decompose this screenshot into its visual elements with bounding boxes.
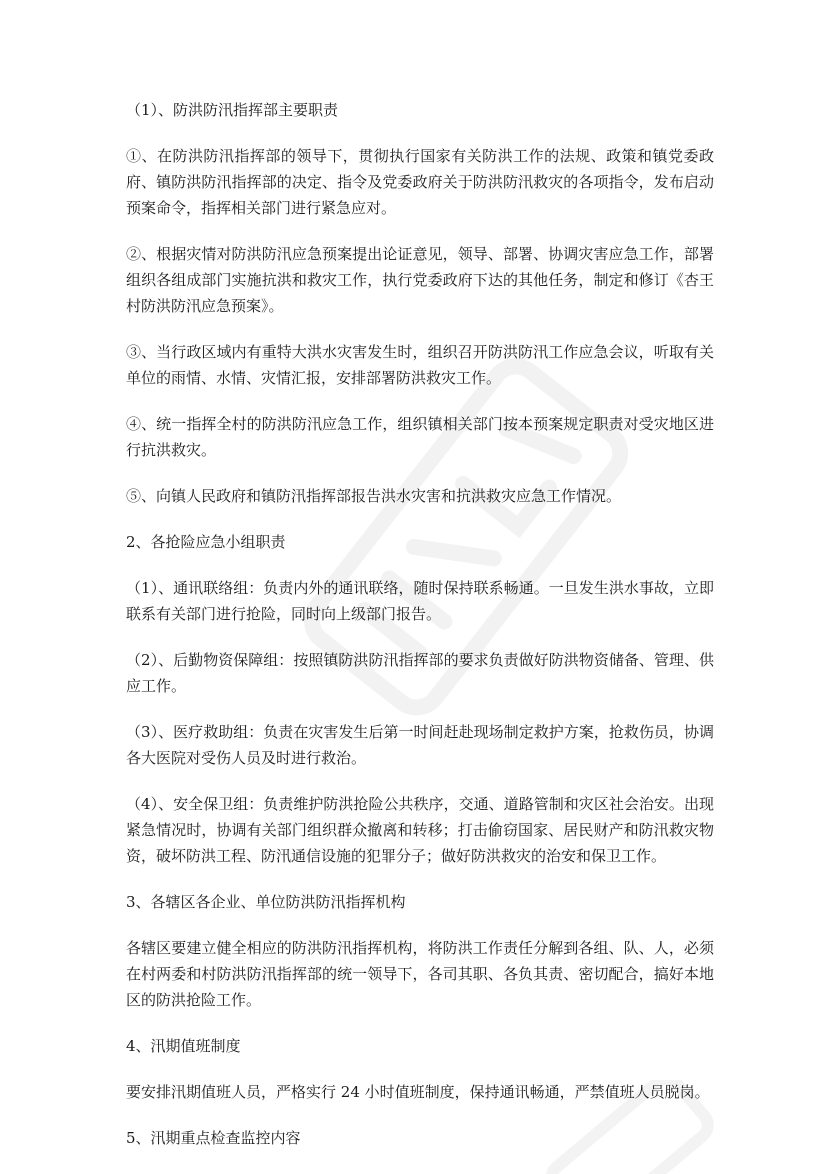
paragraph-duty-5: ⑤、向镇人民政府和镇防汛指挥部报告洪水灾害和抗洪救灾应急工作情况。 bbox=[126, 487, 622, 505]
paragraph-duty-3: ③、当行政区域内有重特大洪水灾害发生时，组织召开防洪防汛工作应急会议，听取有关单位的雨情、水情、灾情汇报，安排部署防洪救灾工作。 bbox=[126, 343, 714, 387]
paragraph-district-command: 各辖区要建立健全相应的防洪防汛指挥机构，将防洪工作责任分解到各组、队、人，必须在村两委和村防洪防汛指挥部的统一领导下，各司其职、各负其责、密切配合，搞好本地区的防洪抢险工作。 bbox=[126, 939, 714, 1009]
paragraph-group-medical: （3）、医疗救助组：负责在灾害发生后第一时间赶赴现场制定救护方案，抢救伤员，协调各大医院对受伤人员及时进行救治。 bbox=[126, 723, 714, 767]
paragraph-group-logistics: （2）、后勤物资保障组：按照镇防洪防汛指挥部的要求负责做好防洪物资储备、管理、供应工作。 bbox=[126, 651, 714, 695]
section-heading-1: （1）、防洪防汛指挥部主要职责 bbox=[126, 101, 339, 119]
paragraph-duty-4: ④、统一指挥全村的防洪防汛应急工作，组织镇相关部门按本预案规定职责对受灾地区进行抗洪救灾。 bbox=[126, 415, 714, 459]
paragraph-duty-system: 要安排汛期值班人员，严格实行 24 小时值班制度，保持通讯畅通，严禁值班人员脱岗。 bbox=[126, 1083, 710, 1101]
paragraph-group-communication: （1）、通讯联络组：负责内外的通讯联络，随时保持联系畅通。一旦发生洪水事故，立即联系有关部门进行抢险，同时向上级部门报告。 bbox=[126, 579, 714, 623]
section-heading-2: 2、各抢险应急小组职责 bbox=[126, 533, 286, 551]
paragraph-duty-2: ②、根据灾情对防洪防汛应急预案提出论证意见，领导、部署、协调灾害应急工作，部署组织各组成部门实施抗洪和救灾工作，执行党委政府下达的其他任务，制定和修订《杏王村防洪防汛应急预案》。 bbox=[126, 245, 714, 315]
paragraph-group-security: （4）、安全保卫组：负责维护防洪抢险公共秩序，交通、道路管制和灾区社会治安。出现紧急情况时，协调有关部门组织群众撤离和转移；打击偷窃国家、居民财产和防汛救灾物资，破坏防洪工程、防汛通信设施的犯罪分子；做好防洪救灾的治安和保卫工作。 bbox=[126, 795, 714, 865]
paragraph-duty-1: ①、在防洪防汛指挥部的领导下，贯彻执行国家有关防洪工作的法规、政策和镇党委政府、镇防洪防汛指挥部的决定、指令及党委政府关于防洪防汛救灾的各项指令，发布启动预案命令，指挥相关部门进行紧急应对。 bbox=[126, 147, 714, 217]
section-heading-5: 5、汛期重点检查监控内容 bbox=[126, 1129, 301, 1147]
section-heading-4: 4、汛期值班制度 bbox=[126, 1037, 241, 1055]
section-heading-3: 3、各辖区各企业、单位防洪防汛指挥机构 bbox=[126, 893, 406, 911]
document-body bbox=[126, 97, 714, 1171]
